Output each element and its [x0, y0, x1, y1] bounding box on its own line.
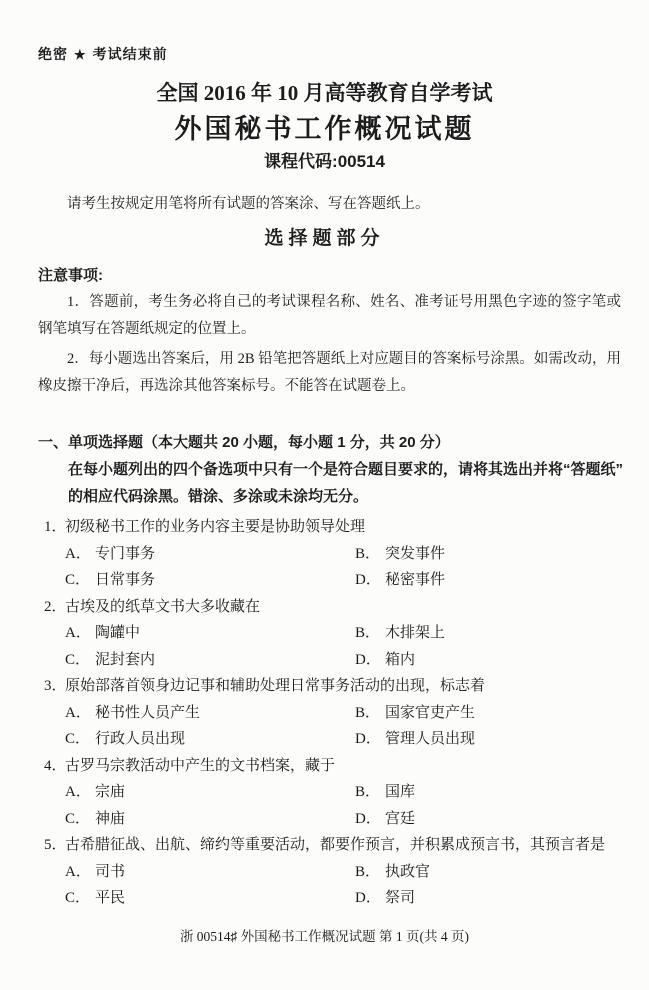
option-text: 秘书性人员产生 [95, 704, 201, 721]
timing-label: 考试结束前 [92, 46, 168, 62]
option-b [355, 700, 621, 727]
question-list [0, 514, 649, 912]
option-a [65, 620, 355, 647]
option-label: D． [355, 810, 381, 827]
option-label: A． [65, 625, 91, 641]
option-label: D． [355, 731, 381, 747]
course-code: 课程代码:00514 [264, 152, 385, 171]
question-5-options [65, 859, 621, 912]
question-stem: 古埃及的纸草文书大多收藏在 [65, 598, 261, 615]
question-1 [44, 514, 621, 594]
option-d [355, 726, 621, 753]
option-label: B． [355, 625, 381, 641]
option-b [355, 779, 621, 806]
question-4 [44, 753, 621, 833]
option-label: C． [65, 651, 91, 668]
question-5-stem-row [44, 832, 621, 859]
question-stem: 古罗马宗教活动中产生的文书档案，藏于 [65, 757, 336, 774]
option-b [355, 620, 621, 647]
option-label: A． [65, 863, 91, 880]
paper-title: 外国秘书工作概况试题 [174, 114, 475, 144]
section-title: 选择题部分 [264, 228, 385, 249]
option-d [355, 885, 621, 912]
question-number: 3． [44, 678, 67, 694]
option-a [65, 700, 355, 727]
exam-title: 全国 2016 年 10 月高等教育自学考试 [156, 81, 493, 105]
option-text: 陶罐中 [95, 625, 141, 641]
option-text: 国家官吏产生 [385, 704, 476, 721]
notice-item-2: 2．每小题选出答案后，用 2B 铅笔把答题纸上对应题目的答案标号涂黑。如需改动，用橡皮擦干净后，再选涂其他答案标号。不能答在试题卷上。 [38, 351, 621, 394]
option-b [355, 541, 621, 568]
option-label: C． [65, 572, 91, 588]
question-number: 2． [44, 598, 67, 615]
option-a [65, 541, 355, 568]
option-text: 祭司 [385, 890, 416, 906]
option-text: 木排架上 [385, 625, 446, 641]
notice-item-1: 1．答题前，考生务必将自己的考试课程名称、姓名、准考证号用黑色字迹的签字笔或钢笔填写在答题纸规定的位置上。 [38, 294, 621, 337]
question-1-stem-row [44, 514, 621, 541]
option-c [65, 647, 355, 674]
option-text: 突发事件 [385, 545, 446, 562]
option-d [355, 806, 621, 833]
option-label: B． [355, 863, 381, 880]
question-5 [44, 832, 621, 912]
option-text: 管理人员出现 [385, 731, 476, 747]
question-2-stem-row [44, 594, 621, 621]
secrecy-label: 绝密 [38, 46, 68, 62]
question-2 [44, 594, 621, 674]
option-text: 泥封套内 [95, 651, 156, 668]
option-text: 神庙 [95, 810, 126, 827]
part-one-block [0, 429, 649, 510]
option-label: D． [355, 651, 381, 668]
option-label: A． [65, 704, 91, 721]
option-a [65, 859, 355, 886]
option-label: C． [65, 890, 91, 906]
option-d [355, 647, 621, 674]
option-text: 国库 [385, 784, 416, 800]
question-2-options [65, 620, 621, 673]
question-3 [44, 673, 621, 753]
option-text: 执政官 [385, 863, 431, 880]
option-text: 宫廷 [385, 810, 416, 827]
star-icon: ★ [74, 47, 87, 62]
question-1-options [65, 541, 621, 594]
question-stem: 原始部落首领身边记事和辅助处理日常事务活动的出现，标志着 [65, 678, 486, 694]
option-text: 日常事务 [95, 572, 156, 588]
option-label: B． [355, 545, 381, 562]
question-stem: 初级秘书工作的业务内容主要是协助领导处理 [65, 519, 366, 535]
option-label: B． [355, 704, 381, 721]
part-one-subheading-line1: 在每小题列出的四个备选项中只有一个是符合题目要求的，请将其选出并将“答题纸” [68, 461, 624, 478]
option-d [355, 567, 621, 594]
option-label: B． [355, 784, 381, 800]
option-text: 专门事务 [95, 545, 156, 562]
option-text: 行政人员出现 [95, 731, 186, 747]
option-text: 平民 [95, 890, 126, 906]
page-footer: 浙 00514♯ 外国秘书工作概况试题 第 1 页(共 4 页) [179, 929, 470, 944]
option-c [65, 885, 355, 912]
option-label: C． [65, 731, 91, 747]
option-label: A． [65, 784, 91, 800]
question-3-options [65, 700, 621, 753]
option-b [355, 859, 621, 886]
option-text: 司书 [95, 863, 126, 880]
secrecy-line [38, 45, 649, 64]
option-text: 宗庙 [95, 784, 126, 800]
part-one-heading: 一、单项选择题（本大题共 20 小题，每小题 1 分，共 20 分） [38, 434, 450, 451]
option-c [65, 806, 355, 833]
question-number: 1． [44, 519, 67, 535]
question-number: 4． [44, 757, 67, 774]
option-c [65, 567, 355, 594]
question-4-stem-row [44, 753, 621, 780]
option-a [65, 779, 355, 806]
option-label: D． [355, 890, 381, 906]
option-label: D． [355, 572, 381, 588]
question-number: 5． [44, 837, 67, 853]
notice-heading: 注意事项: [38, 267, 103, 284]
option-text: 秘密事件 [385, 572, 446, 588]
option-c [65, 726, 355, 753]
question-3-stem-row [44, 673, 621, 700]
option-label: A． [65, 545, 91, 562]
option-label: C． [65, 810, 91, 827]
question-4-options [65, 779, 621, 832]
part-one-subheading-line2: 的相应代码涂黑。错涂、多涂或未涂均无分。 [68, 488, 369, 505]
general-instruction: 请考生按规定用笔将所有试题的答案涂、写在答题纸上。 [67, 196, 430, 212]
question-stem: 古希腊征战、出航、缔约等重要活动，都要作预言，并积累成预言书，其预言者是 [65, 837, 606, 853]
option-text: 箱内 [385, 651, 416, 668]
